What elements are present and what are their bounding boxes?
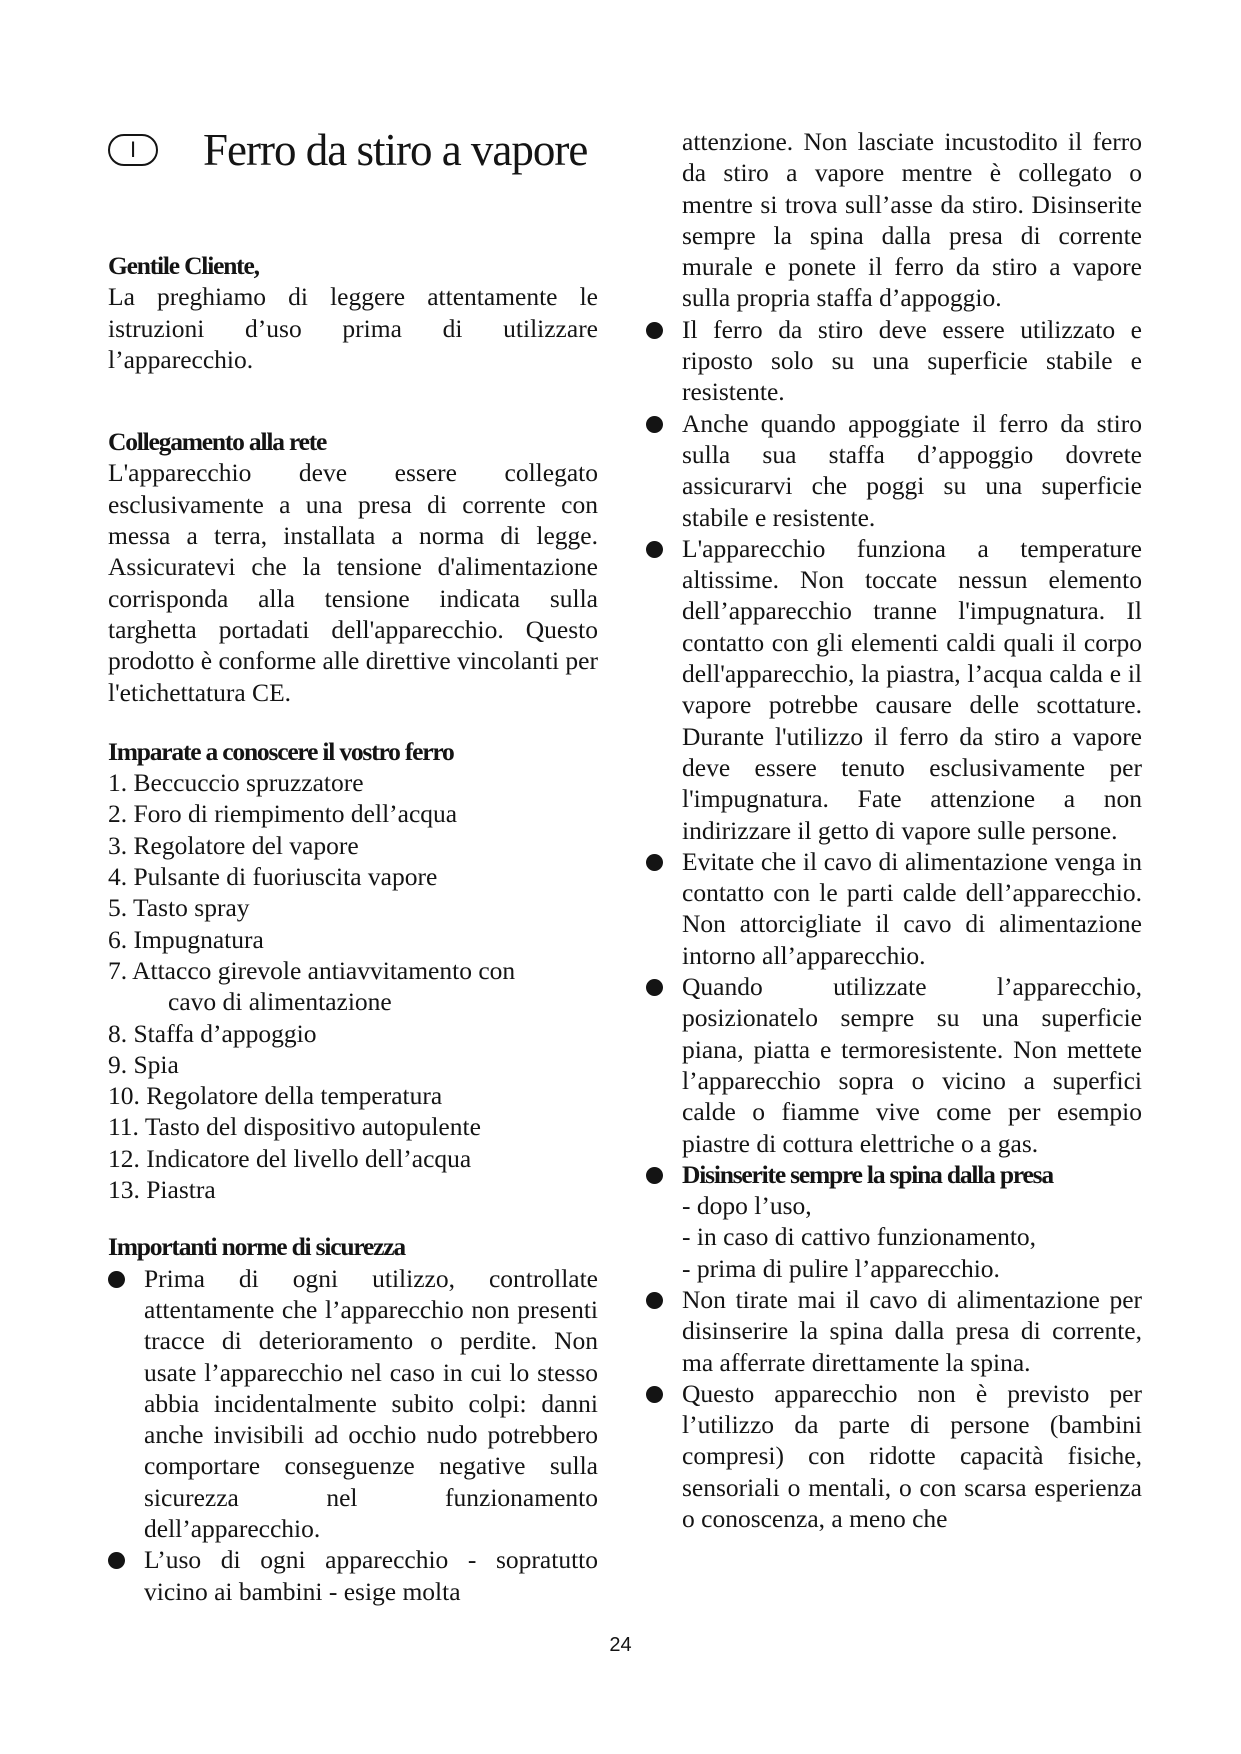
safety-item: L’uso di ogni apparecchio - sopratutto vicino ai bambini - esige molta bbox=[108, 1544, 598, 1607]
bullet-icon bbox=[646, 854, 663, 871]
parts-list-item: 8. Staffa d’appoggio bbox=[108, 1018, 317, 1048]
unplug-line: - in caso di cattivo funzionamento, bbox=[682, 1222, 1037, 1252]
safety-item: Il ferro da stiro deve essere utilizzato e riposto solo su una superficie stabile e resistente. bbox=[646, 314, 1142, 408]
parts-list-item: 3. Regolatore del vapore bbox=[108, 830, 359, 860]
connection-text: L'apparecchio deve essere collegato esclusivamente a una presa di corrente con messa a terra, installata a norma di legge. Assicuratevi che la tensione d'alimentazione corrisponda alla tensione indicata sulla targhetta portadati dell'apparecchio. Questo prodotto è conforme alle direttive vincolanti per l'etichettatura CE. bbox=[108, 458, 598, 707]
parts-list-item: 12. Indicatore del livello dell’acqua bbox=[108, 1143, 472, 1173]
connection-heading: Collegamento alla rete bbox=[108, 427, 327, 457]
safety-item: Quando utilizzate l’apparecchio, posizionatelo sempre su una superficie piana, piatta e termoresistente. Non mettete l’apparecchio sopra o vicino a superfici calde o fiamme vive come per esempio piastre di cottura elettriche o a gas. bbox=[646, 971, 1142, 1159]
safety-item: L'apparecchio funziona a temperature altissime. Non toccate nessun elemento dell’apparecchio tranne l'impugnatura. Il contatto con gli elementi caldi quali il corpo dell'apparecchio, la piastra, l’acqua calda e il vapore potrebbe causare delle scottature. Durante l'utilizzo il ferro da stiro a vapore deve essere tenuto esclusivamente per l'impugnatura. Fate attenzione a non indirizzare il getto di vapore sulle persone. bbox=[646, 533, 1142, 846]
unplug-line: - prima di pulire l’apparecchio. bbox=[682, 1253, 1000, 1283]
safety-item: Prima di ogni utilizzo, controllate attentamente che l’apparecchio non presenti tracce di deterioramento o perdite. Non usate l’apparecchio nel caso in cui lo stesso abbia incidentalmente subito colpi: danni anche invisibili ad occhio nudo potrebbero comportare conseguenze negative sulla sicurezza nel funzionamento dell’apparecchio. bbox=[108, 1263, 598, 1545]
parts-list-item: 5. Tasto spray bbox=[108, 893, 250, 923]
language-badge: I bbox=[108, 134, 158, 166]
bullet-icon bbox=[646, 1292, 663, 1309]
bullet-icon bbox=[646, 979, 663, 996]
parts-list-item: 9. Spia bbox=[108, 1049, 179, 1079]
bullet-icon bbox=[646, 322, 663, 339]
bullet-icon bbox=[646, 541, 663, 558]
bullet-icon bbox=[646, 1167, 663, 1184]
greeting-heading: Gentile Cliente, bbox=[108, 251, 259, 280]
parts-list-item: 6. Impugnatura bbox=[108, 924, 264, 954]
page-title: Ferro da stiro a vapore bbox=[203, 125, 588, 175]
bullet-icon bbox=[646, 416, 663, 433]
parts-list-item: 4. Pulsante di fuoriuscita vapore bbox=[108, 862, 438, 892]
parts-list-item: 2. Foro di riempimento dell’acqua bbox=[108, 799, 458, 829]
bullet-icon bbox=[108, 1552, 125, 1569]
bullet-icon bbox=[108, 1271, 125, 1288]
page-number: 24 bbox=[609, 1634, 632, 1656]
parts-heading: Imparate a conoscere il vostro ferro bbox=[108, 736, 454, 766]
left-column bbox=[108, 250, 598, 1607]
parts-list-item: 13. Piastra bbox=[108, 1175, 216, 1205]
parts-list-item: 11. Tasto del dispositivo autopulente bbox=[108, 1112, 481, 1142]
safety-item: Anche quando appoggiate il ferro da stiro sulla sua staffa d’appoggio dovrete assicurarvi che poggi su una superficie stabile e resistente. bbox=[646, 408, 1142, 533]
safety-item-unplug bbox=[646, 1159, 1142, 1284]
greeting-text: La preghiamo di leggere attentamente le istruzioni d’uso prima di utilizzare l’apparecchio. bbox=[108, 282, 598, 374]
safety-list-right bbox=[646, 314, 1142, 1535]
unplug-heading: Disinserite sempre la spina dalla presa bbox=[682, 1159, 1053, 1189]
unplug-line: - dopo l’uso, bbox=[682, 1191, 812, 1221]
bullet-icon bbox=[646, 1386, 663, 1403]
safety-heading: Importanti norme di sicurezza bbox=[108, 1232, 405, 1262]
parts-list bbox=[108, 767, 598, 1205]
parts-list-item: 7. Attacco girevole antiavvitamento con cavo di alimentazione bbox=[108, 955, 516, 1017]
safety-item: Questo apparecchio non è previsto per l’utilizzo da parte di persone (bambini compresi) con ridotte capacità fisiche, sensoriali o mentali, o con scarsa esperienza o conoscenza, a meno che bbox=[646, 1378, 1142, 1534]
safety-continuation: attenzione. Non lasciate incustodito il ferro da stiro a vapore mentre è collegato o mentre si trova sull’asse da stiro. Disinserite sempre la spina dalla presa di corrente murale e ponete il ferro da stiro a vapore sulla propria staffa d’appoggio. bbox=[682, 127, 1142, 313]
parts-list-item: 10. Regolatore della temperatura bbox=[108, 1081, 443, 1111]
right-column bbox=[646, 126, 1142, 1534]
safety-list-left bbox=[108, 1263, 598, 1607]
safety-item: Evitate che il cavo di alimentazione venga in contatto con le parti calde dell’apparecchio. Non attorcigliate il cavo di alimentazione intorno all’apparecchio. bbox=[646, 846, 1142, 971]
safety-item: Non tirate mai il cavo di alimentazione per disinserire la spina dalla presa di corrente, ma afferrate direttamente la spina. bbox=[646, 1284, 1142, 1378]
parts-list-item: 1. Beccuccio spruzzatore bbox=[108, 768, 364, 798]
